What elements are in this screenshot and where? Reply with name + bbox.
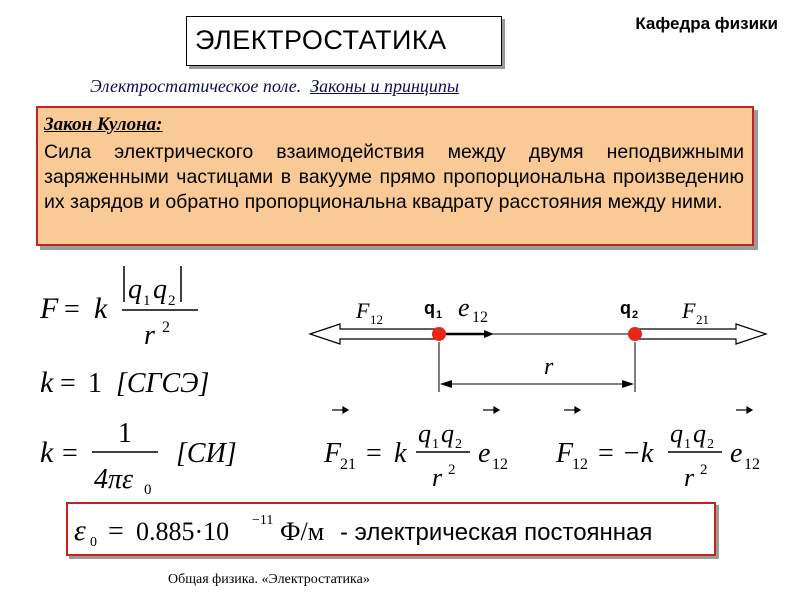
F21-e: e	[478, 438, 491, 469]
vector-formulas	[300, 402, 780, 502]
label-e12-sub: 12	[472, 309, 488, 326]
ksi-eq: =	[62, 438, 78, 469]
F21-q2: q	[441, 419, 454, 448]
F21-e-sub: 12	[492, 456, 508, 473]
ksi-den-sub: 0	[144, 482, 152, 498]
F12-q2: q	[693, 419, 706, 448]
law-heading: Закон Кулона	[44, 114, 157, 135]
k-cgs-formula	[40, 366, 209, 399]
formula-k: k	[94, 292, 108, 325]
F21-eq: =	[366, 438, 382, 469]
label-q1: q	[424, 298, 435, 318]
label-F12: F	[356, 298, 370, 323]
k-si-formula	[40, 418, 237, 498]
label-F21-sub: 21	[696, 312, 709, 327]
F12-e-sub: 12	[744, 456, 760, 473]
kcgs-value: 1	[88, 368, 102, 399]
electric-constant-box	[66, 502, 716, 556]
subtitle	[90, 76, 459, 97]
F12-sub: 12	[572, 456, 588, 473]
vector-marks	[332, 407, 752, 413]
kcgs-unit: [СГСЭ]	[116, 368, 210, 399]
F21-q1: q	[418, 419, 431, 448]
distance-arrow-left-head	[440, 380, 452, 388]
distance-arrow-right-head	[622, 380, 634, 388]
page-title: ЭЛЕКТРОСТАТИКА	[195, 25, 447, 55]
left-formulas	[30, 258, 280, 498]
law-heading-colon: :	[156, 114, 163, 135]
F21-q1-sub: 1	[432, 437, 439, 452]
eps-unit: Ф/м	[280, 517, 325, 546]
label-q2: q	[620, 298, 631, 318]
F12-F: F	[556, 438, 574, 469]
formula-q1: q	[128, 274, 142, 305]
eps-symbol: ε	[74, 514, 86, 547]
label-q1-sub: 1	[436, 309, 443, 321]
law-heading-wrap	[44, 114, 163, 136]
F21-q2-sub: 2	[455, 437, 462, 452]
charges-diagram	[300, 278, 780, 398]
label-F12-sub: 12	[370, 312, 383, 327]
kcgs-k: k	[40, 366, 54, 399]
eps-exponent: −11	[252, 513, 274, 528]
F21-sub: 21	[340, 456, 356, 473]
ksi-den: 4πε	[94, 464, 134, 495]
ksi-unit: [СИ]	[176, 438, 237, 469]
F12-formula	[555, 419, 760, 492]
charge-q1	[432, 327, 446, 341]
F12-r-sq: 2	[700, 462, 708, 478]
label-F21: F	[682, 298, 696, 323]
F12-q1: q	[670, 419, 683, 448]
coulomb-law-box	[36, 106, 754, 246]
ksi-k: k	[40, 436, 54, 469]
label-r: r	[544, 354, 554, 380]
subtitle-part2: Законы и принципы	[310, 76, 460, 96]
formula-q2: q	[153, 274, 167, 305]
F12-r: r	[684, 463, 695, 492]
ksi-num: 1	[118, 418, 132, 449]
force-arrow-F12	[310, 324, 438, 344]
charge-q2	[628, 327, 642, 341]
F12-eq: =	[598, 438, 614, 469]
F21-k: k	[394, 438, 407, 469]
F21-formula	[323, 419, 508, 492]
eps-sub: 0	[90, 535, 97, 550]
kcgs-eq: =	[60, 368, 76, 399]
formula-F: F	[40, 292, 59, 325]
force-arrow-F21	[638, 324, 766, 344]
label-e12: e	[458, 293, 470, 322]
eps-value: 0.885·10	[136, 517, 230, 546]
F12-q1-sub: 1	[684, 437, 691, 452]
F12-e: e	[730, 438, 743, 469]
subtitle-part1: Электростатическое поле.	[90, 76, 302, 96]
F12-q2-sub: 2	[707, 437, 714, 452]
label-q2-sub: 2	[632, 309, 639, 321]
electric-constant	[68, 504, 714, 554]
formula-r: r	[144, 320, 155, 351]
formula-eq: =	[64, 294, 80, 325]
unit-vector-head	[484, 330, 494, 338]
formula-r-sq: 2	[162, 319, 170, 336]
footer: Общая физика. «Электростатика»	[168, 572, 370, 587]
F12-minus-k: −k	[622, 438, 654, 469]
department-label: Кафедра физики	[635, 14, 778, 33]
F21-r: r	[432, 463, 443, 492]
title-box	[186, 16, 502, 66]
eps-description: - электрическая постоянная	[340, 519, 653, 546]
eps-eq: =	[108, 516, 124, 547]
F21-r-sq: 2	[448, 462, 456, 478]
formula-q2-sub: 2	[168, 293, 176, 309]
coulomb-formula	[39, 266, 198, 351]
F21-F: F	[324, 438, 342, 469]
formula-q1-sub: 1	[143, 293, 151, 309]
law-text: Сила электрического взаимодействия между двумя неподвижными заряженными частицами в вакууме прямо пропорциональна произведению их зарядов и обратно пропорциональна квадрату расстояния между ними.	[44, 141, 744, 213]
